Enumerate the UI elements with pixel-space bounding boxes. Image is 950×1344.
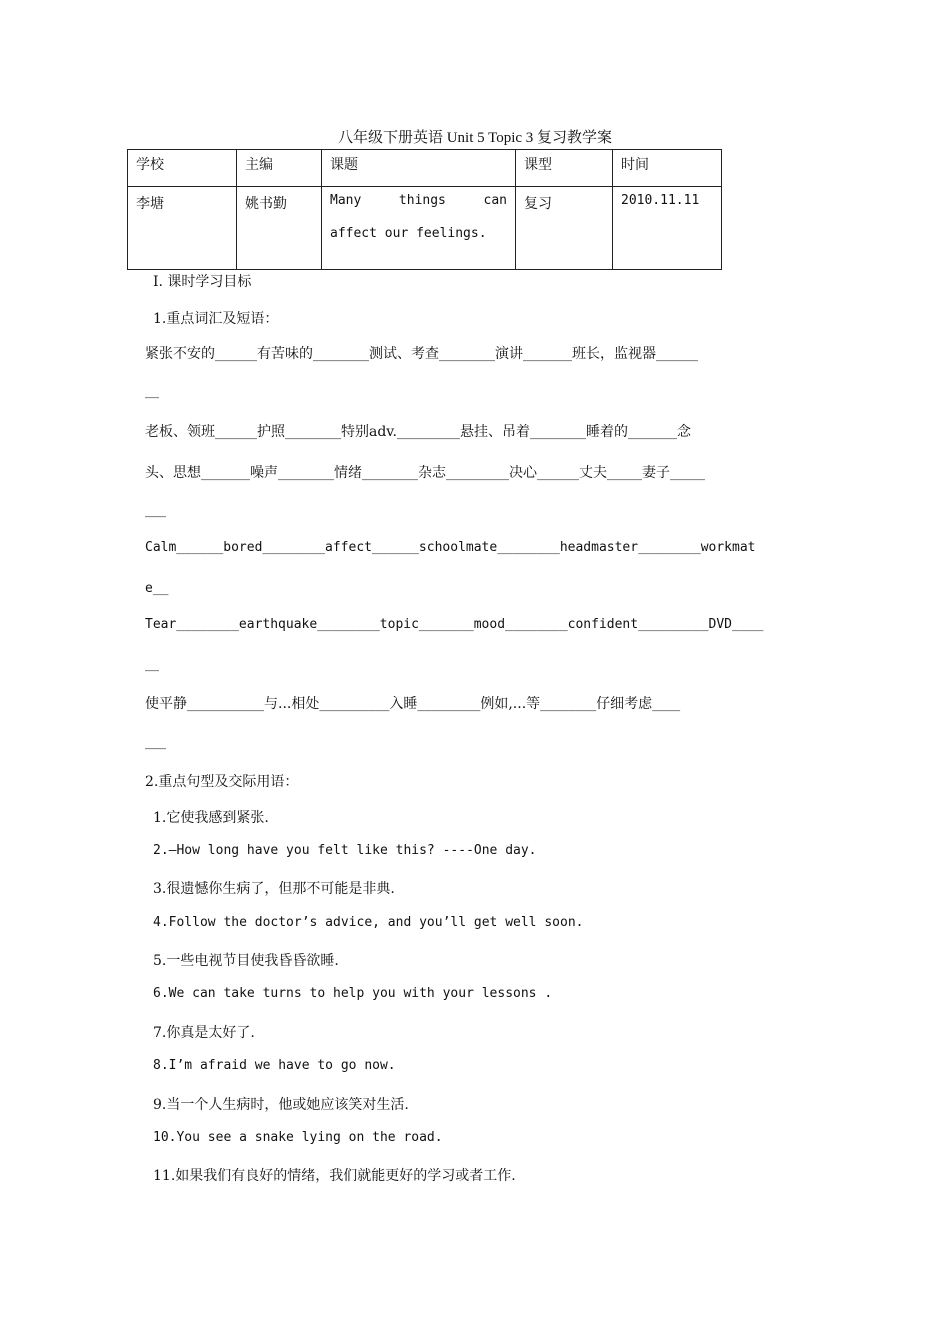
vocab-line: Tear________earthquake________topic_______mood________confident_________DVD____	[145, 617, 764, 632]
section2-heading: 2.重点句型及交际用语：	[145, 774, 299, 790]
vocab-line: e__	[145, 581, 169, 596]
document-title: 八年级下册英语 Unit 5 Topic 3 复习教学案	[337, 130, 613, 146]
section1-subheading: 1.重点词汇及短语：	[153, 311, 279, 327]
vocab-line: ___	[145, 502, 166, 518]
sentence-item: 3.很遗憾你生病了，但那不可能是非典.	[153, 881, 395, 897]
vocab-line: __	[145, 656, 159, 672]
header-school: 学校	[128, 150, 237, 187]
header-editor: 主编	[237, 150, 322, 187]
topic-word: can	[483, 193, 507, 208]
table-value-row	[128, 187, 722, 270]
vocab-line: 老板、领班______护照________特别adv._________悬挂、吊着________睡着的_______念	[145, 424, 692, 440]
header-lesson-type: 课型	[516, 150, 613, 187]
topic-word: things	[398, 193, 446, 208]
lesson-info-table	[127, 149, 722, 270]
sentence-item: 7.你真是太好了.	[153, 1025, 255, 1041]
sentence-item: 9.当一个人生病时，他或她应该笑对生活.	[153, 1097, 409, 1113]
sentence-item: 10.You see a snake lying on the road.	[153, 1130, 443, 1145]
editor-value: 姚书勤	[237, 187, 322, 270]
vocab-line: Calm______bored________affect______schoolmate________headmaster________workmat	[145, 540, 756, 555]
header-date: 时间	[613, 150, 722, 187]
lesson-type-value: 复习	[516, 187, 613, 270]
sentence-item: 2.—How long have you felt like this? ----One day.	[153, 843, 537, 858]
sentence-item: 5.一些电视节目使我昏昏欲睡.	[153, 953, 339, 969]
topic-line-1	[330, 193, 507, 208]
topic-value	[322, 187, 516, 270]
vocab-line: __	[145, 383, 159, 399]
sentence-item: 11.如果我们有良好的情绪，我们就能更好的学习或者工作.	[153, 1168, 516, 1184]
school-value: 李塘	[128, 187, 237, 270]
header-topic: 课题	[322, 150, 516, 187]
sentence-item: 4.Follow the doctor’s advice, and you’ll get well soon.	[153, 915, 584, 930]
topic-line-2: affect our feelings.	[330, 226, 487, 241]
vocab-line: 紧张不安的______有苦味的________测试、考查________演讲_______班长，监视器______	[145, 346, 698, 362]
sentence-item: 8.I’m afraid we have to go now.	[153, 1058, 396, 1073]
sentence-item: 1.它使我感到紧张.	[153, 810, 269, 826]
vocab-line: ___	[145, 734, 166, 750]
topic-word: Many	[330, 193, 362, 208]
sentence-item: 6.We can take turns to help you with your lessons .	[153, 986, 553, 1001]
date-value: 2010.11.11	[613, 187, 722, 270]
section1-heading: I. 课时学习目标	[153, 274, 252, 290]
vocab-line: 使平静___________与...相处__________入睡_________例如,...等________仔细考虑____	[145, 696, 681, 712]
table-header-row	[128, 150, 722, 187]
vocab-line: 头、思想_______噪声________情绪________杂志_________决心______丈夫_____妻子_____	[145, 465, 705, 481]
